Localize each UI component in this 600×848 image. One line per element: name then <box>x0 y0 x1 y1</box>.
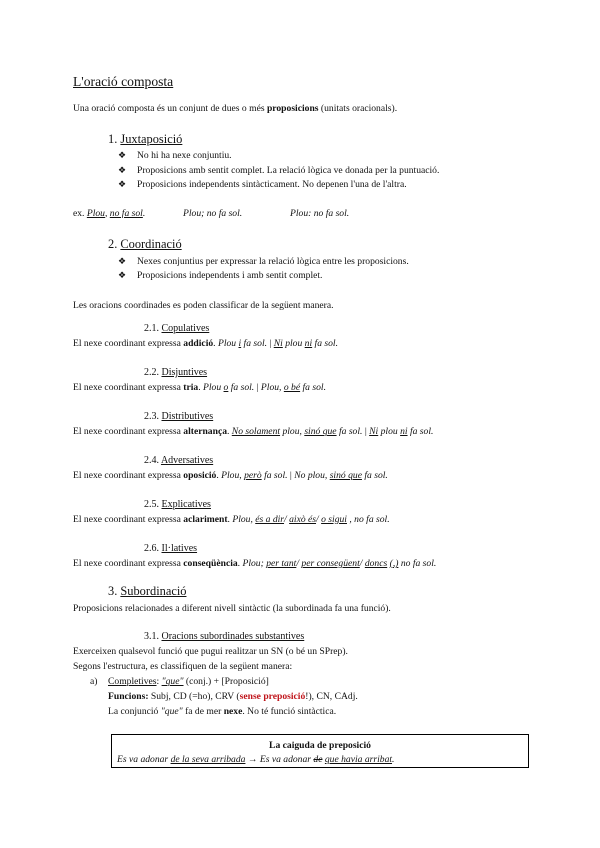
section-3-number: 3. <box>108 584 121 598</box>
diamond-bullet-icon: ❖ <box>118 179 127 189</box>
section-2-number: 2. <box>108 237 121 251</box>
section-1-example <box>73 208 145 219</box>
line-text: . <box>227 426 232 437</box>
connector: doncs <box>364 558 388 569</box>
keyword: aclariment <box>183 514 228 525</box>
subordinate-clause: que havia arribat <box>324 754 393 765</box>
subsection-title: Oracions subordinades substantives <box>161 631 305 642</box>
subsection-explicatives-line <box>73 514 390 525</box>
subsection-disjuntives-line <box>73 382 326 393</box>
section-2-heading <box>108 237 182 252</box>
line-text: El nexe coordinant expressa <box>73 470 184 481</box>
line-text: La conjunció <box>108 706 161 717</box>
diamond-bullet-icon: ❖ <box>118 150 127 160</box>
line-text: El nexe coordinant expressa <box>73 382 184 393</box>
example-text: Plou <box>203 382 224 393</box>
example-text: Plou, <box>232 514 256 525</box>
arrow-icon: → <box>245 754 260 765</box>
example-text: fa sol. <box>300 382 326 393</box>
subsection-copulatives-line <box>73 338 338 349</box>
conjunction-line <box>108 706 336 717</box>
intro-paragraph <box>73 103 397 114</box>
diamond-bullet-icon: ❖ <box>118 270 127 280</box>
section-1-number: 1. <box>108 132 121 146</box>
example-text: plou, <box>280 426 305 437</box>
example-text: , no fa sol. <box>346 514 390 525</box>
example-text: fa sol. <box>407 426 434 437</box>
subsection-number: 2.3. <box>144 411 162 422</box>
line-text: . <box>213 338 218 349</box>
list-item: Proposicions amb sentit complet. La relació lògica ve donada per la puntuació. <box>137 165 440 176</box>
subsection-number: 2.2. <box>144 367 162 378</box>
line-text: Subj, CD (=ho), CRV ( <box>148 691 240 702</box>
subsection-distributives-heading <box>144 411 213 422</box>
subsection-number: 2.6. <box>144 543 162 554</box>
subsection-copulatives-heading <box>144 323 209 334</box>
connector: però <box>244 470 262 481</box>
separator: | <box>287 470 295 481</box>
subsection-number: 2.1. <box>144 323 162 334</box>
example-a1: Plou <box>86 208 105 219</box>
page-title <box>73 74 173 90</box>
line-text: El nexe coordinant expressa <box>73 338 184 349</box>
list-item: No hi ha nexe conjuntiu. <box>137 150 232 161</box>
example-text: / <box>359 558 365 569</box>
connector: això és <box>289 514 317 525</box>
completives-title: Completives <box>108 676 157 687</box>
example-text: fa sol. <box>228 382 255 393</box>
subsection-title: Explicatives <box>161 499 211 510</box>
example-a3: no fa sol <box>109 208 143 219</box>
keyword: oposició <box>183 470 217 481</box>
example-b: Plou; no fa sol. <box>183 208 243 219</box>
keyword: nexe <box>223 706 243 717</box>
line-text: . <box>237 558 243 569</box>
example-text: Plou, <box>260 382 284 393</box>
keyword: alternança <box>183 426 227 437</box>
example-text: fa sol. <box>312 338 338 349</box>
subsection-number: 2.4. <box>144 455 161 466</box>
connector: per consegüent <box>301 558 360 569</box>
connector: ni <box>400 426 408 437</box>
subsection-title: Il·latives <box>161 543 198 554</box>
substantives-line-2: Segons l'estructura, es classifiquen de la següent manera: <box>73 661 293 672</box>
line-text: !), CN, CAdj. <box>305 691 358 702</box>
example-a2: , <box>104 208 110 219</box>
subsection-distributives-line <box>73 426 433 437</box>
line-text: . <box>216 470 222 481</box>
section-3-description: Proposicions relacionades a diferent nivell sintàctic (la subordinada fa una funció). <box>73 603 391 614</box>
example-text: / <box>316 514 322 525</box>
connector: i <box>238 338 242 349</box>
separator: | <box>267 338 274 349</box>
functions-label: Funcions: <box>108 691 149 702</box>
subsection-title: Adversatives <box>160 455 214 466</box>
example-prefix: ex. <box>73 208 87 219</box>
keyword: addició <box>183 338 214 349</box>
page-title-text: L'oració composta <box>73 74 174 89</box>
example-text: Plou; <box>242 558 267 569</box>
section-2-lead: Les oracions coordinades es poden classificar de la següent manera. <box>73 300 334 311</box>
connector: per tant <box>266 558 297 569</box>
que-keyword: "que" <box>160 706 183 717</box>
separator: | <box>254 382 261 393</box>
connector: Ni <box>273 338 283 349</box>
example-text: Plou, <box>221 470 245 481</box>
list-marker-a: a) <box>90 676 98 687</box>
formula-text: (conj.) + [Proposició] <box>183 676 269 687</box>
example-text: / <box>296 558 302 569</box>
list-item: Nexes conjuntius per expressar la relació lògica entre les proposicions. <box>137 256 409 267</box>
warning-text: sense preposició <box>239 691 306 702</box>
intro-text-a: Una oració composta és un conjunt de dues o més <box>73 103 267 114</box>
subsection-number: 3.1. <box>144 631 162 642</box>
note-box-title: La caiguda de preposició <box>269 740 371 751</box>
subsection-illatives-line <box>73 558 436 569</box>
keyword: tria <box>183 382 199 393</box>
example-text: Plou <box>217 338 239 349</box>
prepositional-phrase: de la seva arribada <box>170 754 246 765</box>
example-text: no fa sol. <box>398 558 437 569</box>
line-text: : <box>156 676 162 687</box>
subsection-disjuntives-heading <box>144 367 207 378</box>
subsection-adversatives-heading <box>144 455 213 466</box>
connector: Ni <box>369 426 379 437</box>
subsection-illatives-heading <box>144 543 197 554</box>
line-text: . <box>227 514 233 525</box>
list-item: Proposicions independents i amb sentit complet. <box>137 270 323 281</box>
example-text: plou <box>282 338 305 349</box>
example-text: / <box>284 514 290 525</box>
example-text: No plou, <box>294 470 330 481</box>
connector: és a dir <box>255 514 285 525</box>
completives-line <box>108 676 269 687</box>
intro-keyword: proposicions <box>266 103 319 114</box>
connector: No solament <box>231 426 281 437</box>
subsection-number: 2.5. <box>144 499 162 510</box>
section-1-title: Juxtaposició <box>120 132 183 146</box>
subsection-title: Disjuntives <box>161 367 208 378</box>
subsection-adversatives-line <box>73 470 388 481</box>
connector: o bé <box>283 382 301 393</box>
line-text: fa de mer <box>182 706 224 717</box>
line-text: . No té funció sintàctica. <box>242 706 337 717</box>
intro-text-c: (unitats oracionals). <box>318 103 398 114</box>
subsection-title: Distributives <box>161 411 214 422</box>
line-text: El nexe coordinant expressa <box>73 558 184 569</box>
example-text: fa sol. <box>261 470 288 481</box>
subsection-substantives-heading <box>144 631 304 642</box>
line-text: . <box>198 382 204 393</box>
line-text: El nexe coordinant expressa <box>73 514 184 525</box>
connector: ni <box>304 338 313 349</box>
example-text: fa sol. <box>336 426 363 437</box>
section-1-heading <box>108 132 182 147</box>
example-a4: . <box>142 208 146 219</box>
connector: sinó que <box>304 426 337 437</box>
example-text: Es va adonar <box>259 754 314 765</box>
que-keyword: "que" <box>161 676 184 687</box>
example-c: Plou: no fa sol. <box>290 208 350 219</box>
diamond-bullet-icon: ❖ <box>118 165 127 175</box>
separator: | <box>362 426 370 437</box>
list-item: Proposicions independents sintàcticament. No depenen l'una de l'altra. <box>137 179 407 190</box>
subsection-explicatives-heading <box>144 499 211 510</box>
substantives-line-1: Exerceixen qualsevol funció que pugui realitzar un SN (o bé un SPrep). <box>73 646 348 657</box>
struck-preposition: de <box>313 754 323 765</box>
connector: o <box>223 382 229 393</box>
keyword: conseqüència <box>183 558 238 569</box>
section-2-title: Coordinació <box>120 237 182 251</box>
connector: o sigui <box>321 514 347 525</box>
connector: sinó que <box>329 470 362 481</box>
line-text: El nexe coordinant expressa <box>73 426 184 437</box>
example-text: fa sol. <box>361 470 388 481</box>
example-text: . <box>392 754 395 765</box>
subsection-title: Copulatives <box>161 323 210 334</box>
section-3-title: Subordinació <box>120 584 187 598</box>
functions-line <box>108 691 358 702</box>
diamond-bullet-icon: ❖ <box>118 256 127 266</box>
example-text: fa sol. <box>241 338 268 349</box>
example-text: plou <box>378 426 401 437</box>
example-text: Es va adonar <box>117 754 171 765</box>
note-box-example <box>117 754 394 765</box>
note-box <box>111 734 529 768</box>
connector: (,) <box>389 558 399 569</box>
section-3-heading <box>108 584 186 599</box>
